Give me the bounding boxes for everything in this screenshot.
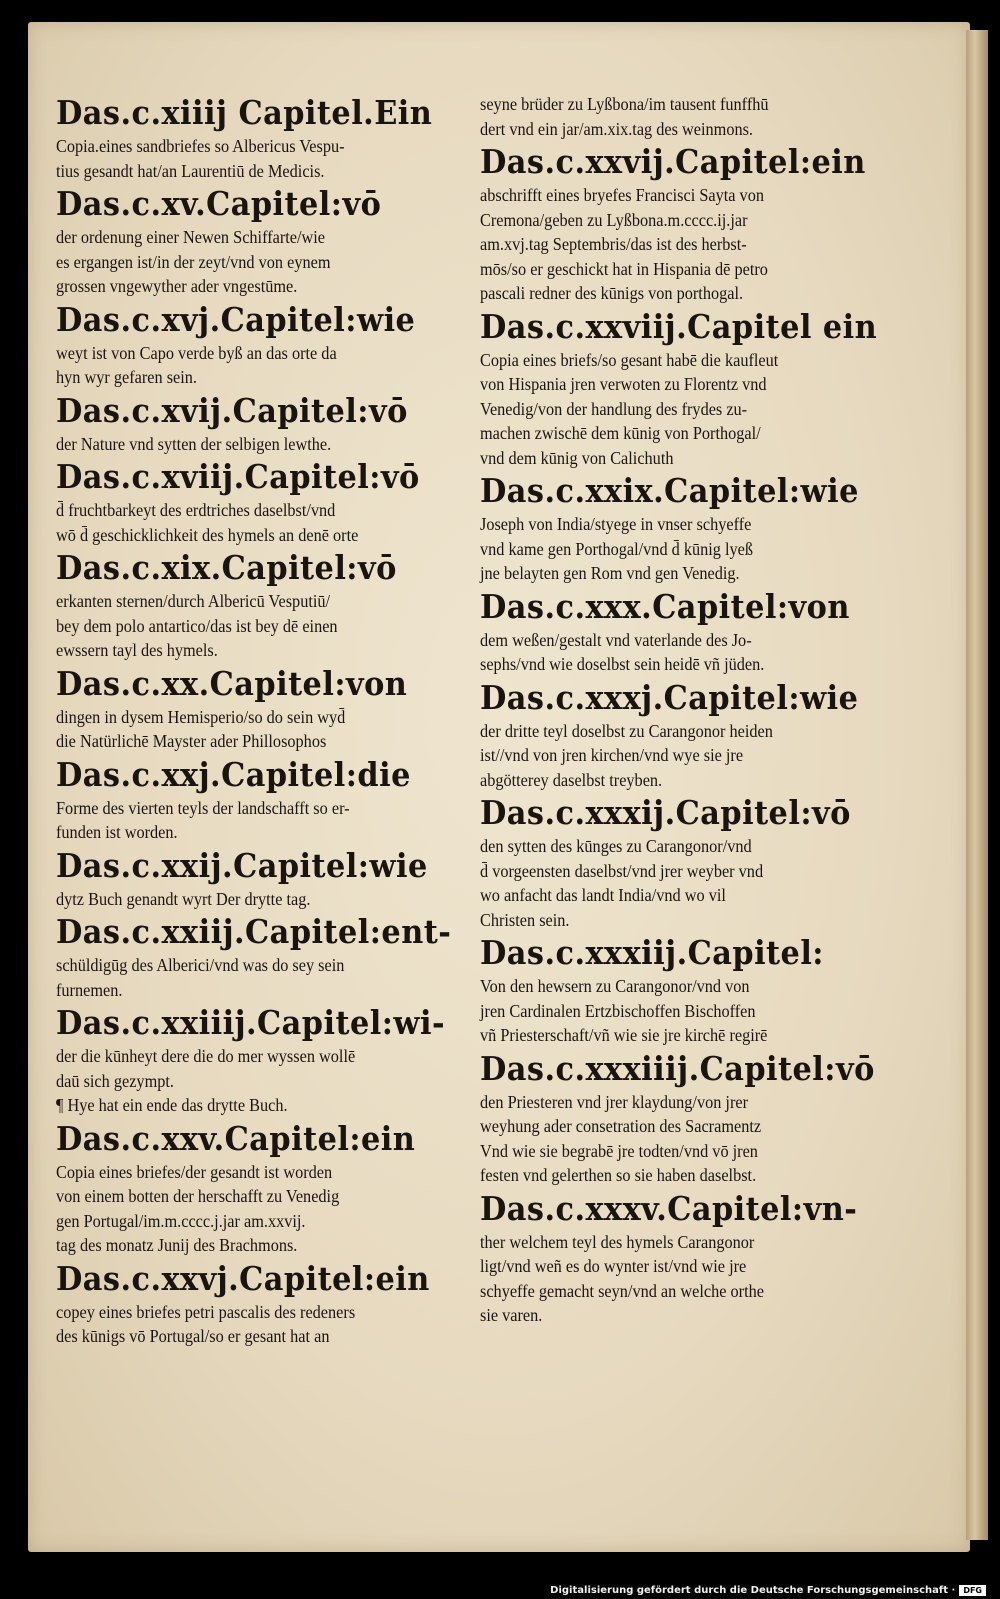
chapter-text-line: d̄ fruchtbarkeyt des erdtriches daselbst/vnd (56, 500, 336, 520)
chapter-text-line: funden ist worden. (56, 822, 178, 842)
chapter-text-line: Venedig/von der handlung des frydes zu- (480, 398, 748, 419)
left-column (56, 92, 452, 1349)
chapter-text-line: dem weßen/gestalt vnd vaterlande des Jo- (480, 629, 752, 650)
chapter-text-line: dytz Buch genandt wyrt Der drytte tag. (56, 888, 311, 909)
chapter-text-line: dert vnd ein jar/am.xix.tag des weinmons. (480, 118, 753, 139)
chapter-text-line: von Hispania jren verwoten zu Florentz vnd (480, 374, 767, 394)
chapter-text-line: schüldigūg des Alberici/vnd was do sey sein (56, 955, 345, 975)
chapter-heading: Das.c.xxiij.Capitel:ent- (56, 912, 452, 951)
chapter-entry (480, 792, 872, 932)
chapter-text-line: den sytten des kūnges zu Carangonor/vnd (480, 836, 752, 856)
chapter-heading: Das.c.xxv.Capitel:ein (56, 1118, 416, 1158)
chapter-entry (56, 1258, 444, 1349)
chapter-text-line: hyn wyr gefaren sein. (56, 367, 198, 387)
chapter-entry (56, 456, 444, 547)
chapter-text-line: der Nature vnd sytten der selbigen lewthe. (56, 433, 332, 454)
chapter-text-line: machen zwischē dem kūnig von Porthogal/ (480, 423, 761, 443)
chapter-text-line: vnd dem kūnig von Calichuth (480, 447, 674, 468)
chapter-entry (56, 1002, 444, 1118)
chapter-heading: Das.c.xx.Capitel:von (56, 663, 408, 703)
chapter-text-line: von einem botten der herschafft zu Venedig (56, 1186, 340, 1206)
right-column (480, 92, 878, 1328)
chapter-text-line: der die kūnheyt dere die do mer wyssen wollē (56, 1046, 356, 1066)
chapter-text-line: ist//vnd von jren kirchen/vnd wye sie jre (480, 745, 744, 765)
chapter-text-line: copey eines briefes petri pascalis des redeners (56, 1301, 356, 1322)
chapter-heading: Das.c.xix.Capitel:vō (56, 548, 397, 587)
chapter-heading: Das.c.xxix.Capitel:wie (480, 471, 859, 510)
chapter-entry (56, 663, 444, 754)
chapter-text-line: schyeffe gemacht seyn/vnd an welche orthe (480, 1280, 764, 1301)
chapter-text-line: vñ Priesterschaft/vñ wie sie jre kirchē regirē (480, 1025, 768, 1045)
chapter-entry (56, 183, 444, 299)
chapter-text-line: Forme des vierten teyls der landschafft so er- (56, 797, 350, 818)
chapter-heading: Das.c.xxxiij.Capitel: (480, 933, 824, 972)
chapter-text-line: es ergangen ist/in der zeyt/vnd von eynem (56, 251, 331, 272)
chapter-text-line: ¶ Hye hat ein ende das drytte Buch. (56, 1095, 288, 1115)
chapter-text-line: Christen sein. (480, 909, 570, 930)
chapter-entry (56, 1118, 444, 1258)
chapter-heading: Das.c.xxij.Capitel:wie (56, 845, 428, 885)
page-edge (966, 30, 988, 1540)
chapter-heading: Das.c.xxxiiij.Capitel:vō (480, 1048, 875, 1088)
chapter-text-line: die Natürlichē Mayster ader Phillosophos (56, 731, 327, 751)
chapter-entry (480, 932, 872, 1048)
chapter-text-line: Vnd wie sie begrabē jre todten/vnd vō jren (480, 1140, 758, 1161)
chapter-text-line: der dritte teyl doselbst zu Carangonor heiden (480, 720, 773, 741)
chapter-entry (480, 470, 872, 586)
chapter-entry (56, 911, 452, 1002)
chapter-text-line: ewssern tayl des hymels. (56, 640, 218, 660)
chapter-text-line: wo anfacht das landt India/vnd wo vil (480, 885, 726, 905)
chapter-entry (56, 754, 444, 845)
chapter-text-line: gen Portugal/im.m.cccc.j.jar am.xxvij. (56, 1210, 306, 1231)
chapter-heading: Das.c.xxxj.Capitel:wie (480, 677, 859, 717)
chapter-text-line: Joseph von India/styege in vnser schyeffe (480, 514, 752, 534)
chapter-text-line: am.xvj.tag Septembris/das ist des herbst- (480, 234, 747, 254)
chapter-text-line: festen vnd gelerthen so sie haben daselbst. (480, 1165, 757, 1185)
chapter-text-line: jne belayten gen Rom vnd gen Venedig. (480, 563, 740, 583)
chapter-text-line: dingen in dysem Hemisperio/so do sein wyd̄ (56, 706, 346, 727)
chapter-entry (56, 845, 444, 912)
chapter-entry (480, 141, 872, 306)
chapter-text-line: d̄ vorgeensten daselbst/vnd jrer weyber vnd (480, 860, 764, 881)
chapter-heading: Das.c.xvij.Capitel:vō (56, 390, 408, 430)
chapter-text-line: jren Cardinalen Ertzbischoffen Bischoffen (480, 1000, 756, 1021)
chapter-text-line: Copia.eines sandbriefes so Albericus Vespu- (56, 136, 345, 156)
chapter-text-line: den Priesteren vnd jrer klaydung/von jrer (480, 1091, 749, 1112)
chapter-entry (480, 1048, 875, 1188)
chapter-heading: Das.c.xxvij.Capitel:ein (480, 142, 866, 181)
chapter-entry (480, 306, 878, 471)
chapter-text-line: des kūnigs vō Portugal/so er gesant hat an (56, 1326, 330, 1346)
chapter-text-line: mōs/so er geschickt hat in Hispania dē petro (480, 258, 768, 279)
chapter-heading: Das.c.xviij.Capitel:vō (56, 457, 420, 496)
chapter-text-line: Cremona/geben zu Lyßbona.m.cccc.ij.jar (480, 209, 748, 230)
chapter-text-line: vnd kame gen Porthogal/vnd d̄ kūnig lyeß (480, 538, 754, 559)
chapter-text-line: tag des monatz Junij des Brachmons. (56, 1235, 298, 1255)
chapter-entry (480, 92, 872, 141)
chapter-heading: Das.c.xvj.Capitel:wie (56, 299, 416, 339)
chapter-text-line: abgötterey daselbst treyben. (480, 769, 663, 790)
chapter-entry (480, 1188, 872, 1328)
chapter-entry (56, 390, 444, 457)
chapter-text-line: bey dem polo antartico/das ist bey dē einen (56, 615, 338, 636)
dfg-logo: DFG (959, 1585, 986, 1596)
chapter-text-line: sephs/vnd wie doselbst sein heidē vñ jüden. (480, 654, 765, 674)
chapter-heading: Das.c.xxj.Capitel:die (56, 754, 411, 794)
chapter-text-line: ther welchem teyl des hymels Carangonor (480, 1231, 755, 1252)
chapter-text-line: wō d̄ geschicklichkeit des hymels an denē orte (56, 524, 359, 545)
chapter-text-line: der ordenung einer Newen Schiffarte/wie (56, 227, 326, 247)
chapter-entry (480, 677, 872, 793)
chapter-text-line: Copia eines briefes/der gesandt ist worden (56, 1161, 333, 1182)
chapter-entry (56, 547, 444, 663)
chapter-entry (480, 586, 872, 677)
chapter-text-line: abschrifft eines bryefes Francisci Sayta von (480, 185, 764, 205)
chapter-heading: Das.c.xxvj.Capitel:ein (56, 1258, 430, 1298)
chapter-heading: Das.c.xxviij.Capitel ein (480, 306, 878, 346)
chapter-text-line: grossen vngewyther ader vngestūme. (56, 276, 298, 296)
digitization-credit (550, 1585, 986, 1596)
chapter-heading: Das.c.xiiij Capitel.Ein (56, 93, 433, 132)
chapter-heading: Das.c.xxxv.Capitel:vn- (480, 1188, 858, 1228)
chapter-text-line: Von den hewsern zu Carangonor/vnd von (480, 976, 750, 996)
chapter-entry (56, 92, 444, 183)
chapter-text-line: seyne brüder zu Lyßbona/im tausent funffhū (480, 94, 769, 114)
chapter-heading: Das.c.xxiiij.Capitel:wi- (56, 1003, 446, 1042)
chapter-heading: Das.c.xxxij.Capitel:vō (480, 793, 851, 832)
chapter-text-line: erkanten sternen/durch Albericū Vesputiū/ (56, 591, 331, 611)
chapter-text-line: furnemen. (56, 979, 123, 1000)
chapter-text-line: Copia eines briefs/so gesant habē die kaufleut (480, 349, 779, 370)
credit-text: Digitalisierung gefördert durch die Deutsche Forschungsgemeinschaft · (550, 1585, 956, 1596)
chapter-text-line: sie varen. (480, 1305, 543, 1325)
chapter-text-line: weyhung ader consetration des Sacramentz (480, 1116, 762, 1136)
chapter-text-line: tius gesandt hat/an Laurentiū de Medicis. (56, 160, 325, 181)
chapter-text-line: daū sich gezympt. (56, 1070, 174, 1091)
chapter-text-line: weyt ist von Capo verde byß an das orte da (56, 342, 337, 363)
chapter-text-line: pascali redner des kūnigs von porthogal. (480, 283, 744, 303)
chapter-entry (56, 299, 444, 390)
chapter-heading: Das.c.xxx.Capitel:von (480, 586, 850, 626)
chapter-text-line: ligt/vnd weñ es do wynter ist/vnd wie jre (480, 1256, 747, 1276)
chapter-heading: Das.c.xv.Capitel:vō (56, 184, 382, 223)
